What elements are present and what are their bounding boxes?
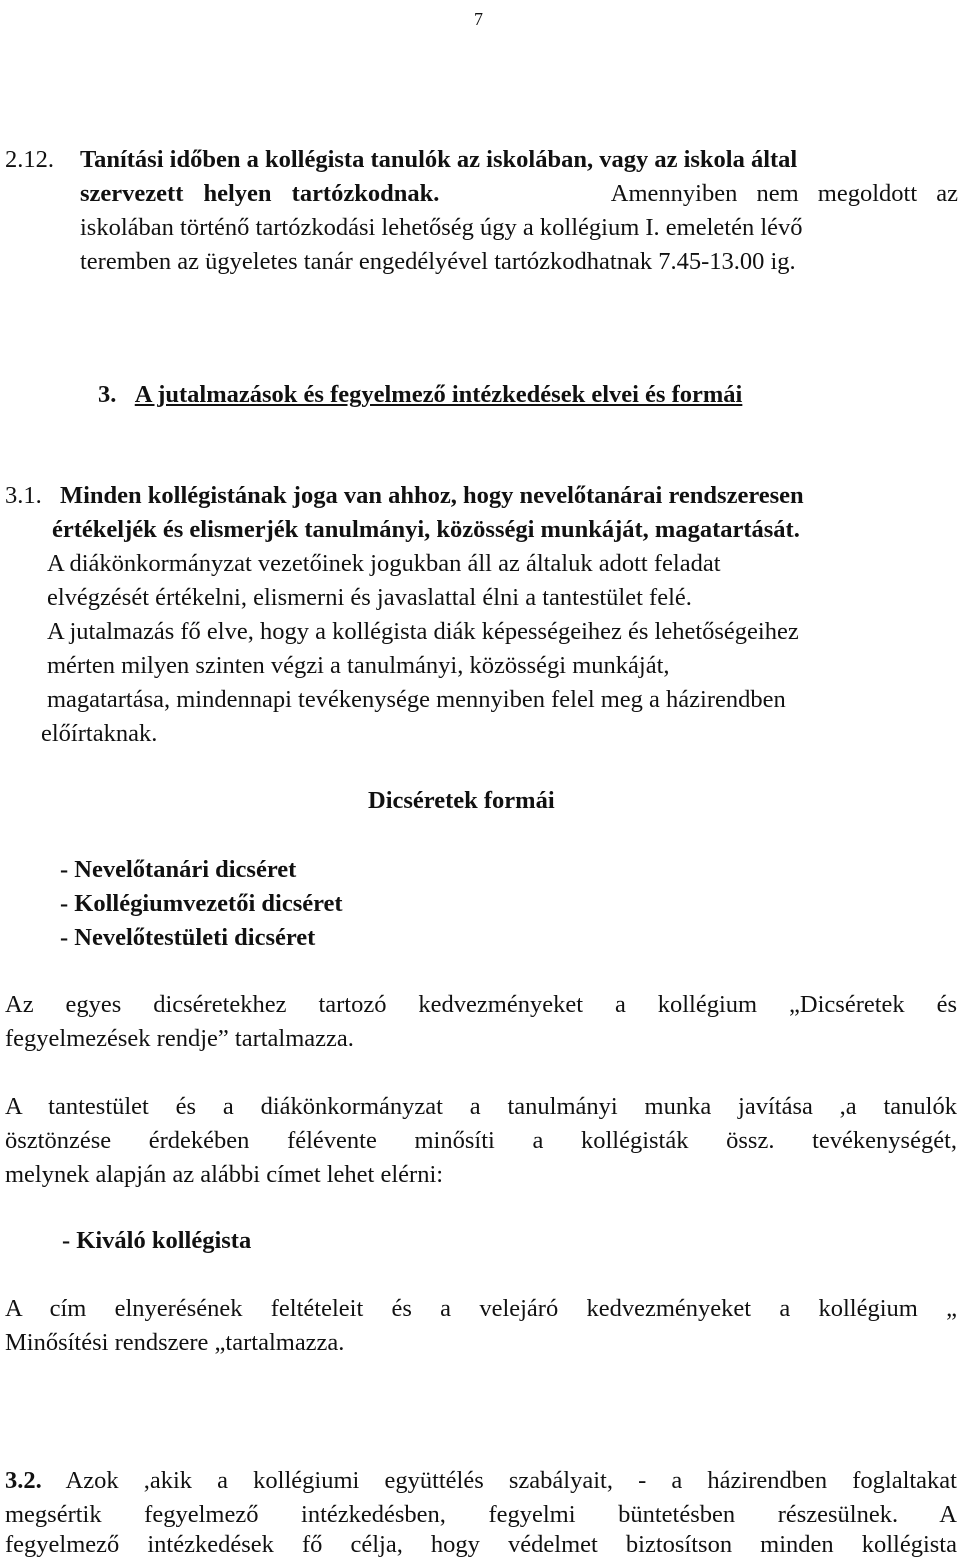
paragraph-2-line-2: ösztönzése érdekében félévente minősíti a kollégisták össz. tevékenységét, [5, 1127, 957, 1154]
paragraph-1-line-1: Az egyes dicséretekhez tartozó kedvezményeket a kollégium „Dicséretek és [5, 991, 957, 1018]
dicseret-item: - Nevelőtanári dicséret [60, 856, 297, 883]
section-2-12-line-1: Tanítási időben a kollégista tanulók az iskolában, vagy az iskola által [80, 146, 798, 173]
page-number: 7 [474, 9, 483, 29]
section-3-1-line-4: elvégzését értékelni, elismerni és javaslattal élni a tantestület felé. [47, 584, 692, 611]
section-2-12-line-2 [80, 177, 958, 211]
paragraph-2-line-1: A tantestület és a diákönkormányzat a tanulmányi munka javítása ,a tanulók [5, 1093, 957, 1120]
section-3-number: 3. [98, 381, 117, 408]
paragraph-3-line-2: Minősítési rendszere „tartalmazza. [5, 1329, 345, 1356]
section-3-1-line-6: mérten milyen szinten végzi a tanulmányi, közösségi munkáját, [47, 652, 670, 679]
section-3-1-line-3: A diákönkormányzat vezetőinek jogukban áll az általuk adott feladat [47, 550, 721, 577]
paragraph-1-line-2: fegyelmezések rendje” tartalmazza. [5, 1025, 354, 1052]
title-item: - Kiváló kollégista [62, 1227, 252, 1254]
section-3-2-line-2: megsértik fegyelmező intézkedésben, fegyelmi büntetésben részesülnek. A [5, 1501, 957, 1528]
paragraph-3-line-1: A cím elnyerésének feltételeit és a velejáró kedvezményeket a kollégium „ [5, 1295, 957, 1322]
section-3-1-line-2: értékeljék és elismerjék tanulmányi, közösségi munkáját, magatartását. [52, 516, 800, 543]
section-2-12-line-2-bold: szervezett helyen tartózkodnak. [80, 180, 440, 207]
paragraph-2-line-3: melynek alapján az alábbi címet lehet elérni: [5, 1161, 444, 1188]
section-3-1-line-5: A jutalmazás fő elve, hogy a kollégista diák képességeihez és lehetőségeihez [47, 618, 799, 645]
section-2-12-line-2-rest: Amennyiben nem megoldott az [610, 180, 958, 207]
section-3-2-line-3: fegyelmező intézkedések fő célja, hogy védelmet biztosítson minden kollégista [5, 1531, 957, 1558]
section-3-title: A jutalmazások és fegyelmező intézkedések elvei és formái [134, 381, 743, 408]
section-3-2-line-1 [5, 1464, 957, 1498]
section-3-1-line-1: Minden kollégistának joga van ahhoz, hogy nevelőtanárai rendszeresen [60, 482, 804, 509]
section-3-1-line-7: magatartása, mindennapi tevékenysége mennyiben felel meg a házirendben [47, 686, 786, 713]
section-3-1-line-8: előírtaknak. [41, 720, 158, 747]
dicseret-item: - Kollégiumvezetői dicséret [60, 890, 343, 917]
section-3-heading [98, 378, 742, 412]
dicseret-item: - Nevelőtestületi dicséret [60, 924, 316, 951]
section-2-12-line-4: teremben az ügyeletes tanár engedélyével tartózkodhatnak 7.45-13.00 ig. [80, 248, 796, 275]
section-3-1-number: 3.1. [5, 482, 42, 509]
section-3-2-number: 3.2. [5, 1467, 42, 1494]
section-3-2-line-1-text: Azok ,akik a kollégiumi együttélés szabályait, - a házirendben foglaltakat [65, 1467, 957, 1494]
section-2-12-line-3: iskolában történő tartózkodási lehetőség úgy a kollégium I. emeletén lévő [80, 214, 803, 241]
dicseretek-heading: Dicséretek formái [368, 787, 555, 814]
section-2-12-number: 2.12. [5, 146, 54, 173]
